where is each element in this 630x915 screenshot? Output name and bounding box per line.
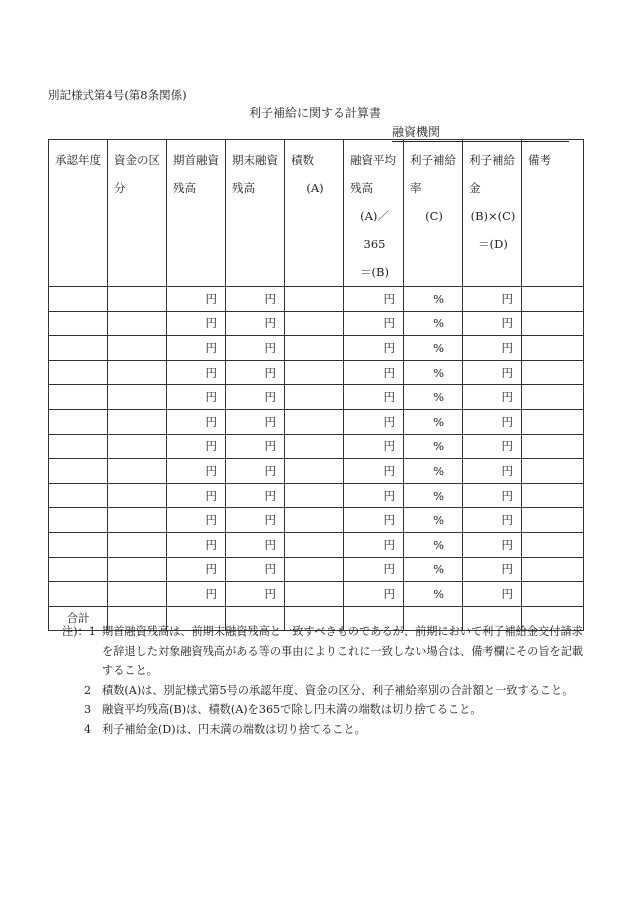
cell-fund-category[interactable] (108, 287, 167, 312)
cell-cumulative-sum[interactable] (285, 508, 344, 533)
cell-closing-balance[interactable]: 円 (226, 508, 285, 533)
header-text: 残高 (350, 181, 373, 195)
cell-fund-category[interactable] (108, 311, 167, 336)
note-text: 利子補給金(D)は、円未満の端数は切り捨てること。 (102, 722, 366, 736)
cell-fund-category[interactable] (108, 459, 167, 484)
cell-approval-year[interactable] (49, 508, 108, 533)
cell-subsidy-rate[interactable]: % (404, 508, 463, 533)
cell-average-balance[interactable]: 円 (344, 336, 404, 361)
cell-opening-balance[interactable]: 円 (167, 336, 226, 361)
cell-average-balance[interactable]: 円 (344, 459, 404, 484)
header-remarks (522, 140, 584, 287)
table-row (49, 409, 584, 434)
cell-remarks[interactable] (522, 557, 584, 582)
header-text: 率 (410, 181, 422, 195)
cell-subsidy-amount[interactable]: 円 (463, 483, 522, 508)
header-text: 積数 (291, 153, 314, 167)
cell-average-balance[interactable]: 円 (344, 409, 404, 434)
cell-fund-category[interactable] (108, 336, 167, 361)
cell-remarks[interactable] (522, 336, 584, 361)
note-number: 3 (84, 703, 92, 716)
cell-approval-year[interactable] (49, 532, 108, 557)
header-cumulative-sum (285, 140, 344, 287)
total-label: 合計 (49, 606, 108, 630)
cell-cumulative-sum[interactable] (285, 360, 344, 385)
header-fund-category (108, 140, 167, 287)
cell-subsidy-rate[interactable]: % (404, 582, 463, 607)
cell-cumulative-sum[interactable] (285, 582, 344, 607)
cell-average-balance[interactable]: 円 (344, 434, 404, 459)
cell-average-balance[interactable]: 円 (344, 582, 404, 607)
cell-opening-balance[interactable]: 円 (167, 287, 226, 312)
cell-subsidy-rate[interactable]: % (404, 287, 463, 312)
cell-fund-category[interactable] (108, 508, 167, 533)
header-text: 期首融資 (173, 153, 219, 167)
header-subsidy-rate (404, 140, 463, 287)
cell-subsidy-rate[interactable]: % (404, 532, 463, 557)
cell-remarks[interactable] (522, 385, 584, 410)
cell-approval-year[interactable] (49, 385, 108, 410)
note-item (62, 681, 587, 701)
cell-closing-balance[interactable]: 円 (226, 385, 285, 410)
header-approval-year (49, 140, 108, 287)
cell-subsidy-amount[interactable]: 円 (463, 557, 522, 582)
cell-subsidy-rate[interactable]: % (404, 483, 463, 508)
cell-average-balance[interactable]: 円 (344, 483, 404, 508)
cell-cumulative-sum[interactable] (285, 336, 344, 361)
header-opening-balance (167, 140, 226, 287)
table-row (49, 434, 584, 459)
note-number: 4 (84, 722, 92, 736)
cell-remarks[interactable] (522, 582, 584, 607)
cell-closing-balance[interactable]: 円 (226, 287, 285, 312)
table-row (49, 557, 584, 582)
form-number-label: 別記様式第4号(第8条関係) (48, 88, 187, 102)
cell-fund-category[interactable] (108, 557, 167, 582)
table-row (49, 582, 584, 607)
cell-subsidy-amount[interactable]: 円 (463, 287, 522, 312)
cell-remarks[interactable] (522, 459, 584, 484)
cell-closing-balance[interactable]: 円 (226, 582, 285, 607)
interest-subsidy-calculation-table (48, 139, 584, 631)
cell-approval-year[interactable] (49, 336, 108, 361)
document-title: 利子補給に関する計算書 (248, 106, 381, 120)
cell-subsidy-rate[interactable]: % (404, 311, 463, 336)
cell-opening-balance[interactable]: 円 (167, 508, 226, 533)
cell-opening-balance[interactable]: 円 (167, 360, 226, 385)
header-text: (B)×(C) (470, 209, 516, 223)
cell-average-balance[interactable]: 円 (344, 532, 404, 557)
cell-opening-balance[interactable]: 円 (167, 557, 226, 582)
cell-subsidy-amount[interactable]: 円 (463, 582, 522, 607)
cell-approval-year[interactable] (49, 582, 108, 607)
cell-subsidy-amount[interactable]: 円 (463, 385, 522, 410)
cell-cumulative-sum[interactable] (285, 434, 344, 459)
header-text: 備考 (528, 153, 551, 167)
cell-approval-year[interactable] (49, 459, 108, 484)
cell-subsidy-amount[interactable]: 円 (463, 508, 522, 533)
header-text: 残高 (173, 181, 196, 195)
cell-approval-year[interactable] (49, 311, 108, 336)
cell-fund-category[interactable] (108, 582, 167, 607)
table-row (49, 483, 584, 508)
cell-subsidy-amount[interactable]: 円 (463, 459, 522, 484)
cell-subsidy-rate[interactable]: % (404, 409, 463, 434)
cell-opening-balance[interactable]: 円 (167, 385, 226, 410)
cell-remarks[interactable] (522, 409, 584, 434)
cell-opening-balance[interactable]: 円 (167, 311, 226, 336)
cell-approval-year[interactable] (49, 434, 108, 459)
cell-average-balance[interactable]: 円 (344, 385, 404, 410)
cell-approval-year[interactable] (49, 360, 108, 385)
table-row (49, 459, 584, 484)
table-row (49, 287, 584, 312)
header-text: 分 (114, 181, 126, 195)
header-text: 期末融資 (232, 153, 278, 167)
financial-institution-field: 融資機関 (392, 123, 569, 142)
header-row (49, 140, 584, 287)
cell-closing-balance[interactable]: 円 (226, 483, 285, 508)
cell-subsidy-amount[interactable]: 円 (463, 336, 522, 361)
cell-subsidy-rate[interactable]: % (404, 459, 463, 484)
header-text: (A)／365 (360, 209, 389, 251)
cell-subsidy-rate[interactable]: % (404, 336, 463, 361)
header-text: (C) (425, 209, 443, 223)
header-text: ＝(D) (478, 237, 508, 251)
cell-closing-balance[interactable]: 円 (226, 311, 285, 336)
cell-cumulative-sum[interactable] (285, 483, 344, 508)
cell-subsidy-amount[interactable]: 円 (463, 409, 522, 434)
cell-cumulative-sum[interactable] (285, 557, 344, 582)
cell-closing-balance[interactable]: 円 (226, 532, 285, 557)
cell-closing-balance[interactable]: 円 (226, 434, 285, 459)
cell-remarks[interactable] (522, 508, 584, 533)
table-row (49, 336, 584, 361)
notes-section (62, 622, 587, 739)
cell-fund-category[interactable] (108, 483, 167, 508)
cell-opening-balance[interactable]: 円 (167, 459, 226, 484)
note-item (62, 700, 587, 720)
header-text: 融資平均 (350, 153, 396, 167)
cell-cumulative-sum[interactable] (285, 409, 344, 434)
header-text: (A) (306, 181, 324, 195)
cell-closing-balance[interactable]: 円 (226, 409, 285, 434)
header-text: 資金の区 (114, 153, 160, 167)
cell-subsidy-rate[interactable]: % (404, 557, 463, 582)
cell-average-balance[interactable]: 円 (344, 311, 404, 336)
note-item (62, 720, 587, 740)
cell-remarks[interactable] (522, 287, 584, 312)
note-text: 融資平均残高(B)は、積数(A)を365で除し円未満の端数は切り捨てること。 (102, 703, 482, 716)
cell-approval-year[interactable] (49, 287, 108, 312)
table-row (49, 360, 584, 385)
table-row (49, 311, 584, 336)
cell-fund-category[interactable] (108, 434, 167, 459)
cell-subsidy-amount[interactable]: 円 (463, 434, 522, 459)
cell-cumulative-sum[interactable] (285, 311, 344, 336)
note-number: 2 (84, 683, 92, 697)
cell-average-balance[interactable]: 円 (344, 557, 404, 582)
note-text: 期首融資残高は、前期末融資残高と一致すべきものであるが、前期において利子補給金交付請求を辞退した対象融資残高がある等の事由によりこれに一致しない場合は、備考欄にその旨を記載すること。 (102, 625, 584, 677)
cell-approval-year[interactable] (49, 409, 108, 434)
cell-subsidy-amount[interactable]: 円 (463, 532, 522, 557)
cell-cumulative-sum[interactable] (285, 287, 344, 312)
cell-average-balance[interactable]: 円 (344, 287, 404, 312)
cell-average-balance[interactable]: 円 (344, 508, 404, 533)
cell-opening-balance[interactable]: 円 (167, 582, 226, 607)
cell-fund-category[interactable] (108, 360, 167, 385)
table-row (49, 532, 584, 557)
header-subsidy-amount (463, 140, 522, 287)
header-text: 承認年度 (55, 153, 101, 167)
cell-opening-balance[interactable]: 円 (167, 532, 226, 557)
cell-fund-category[interactable] (108, 409, 167, 434)
cell-cumulative-sum[interactable] (285, 532, 344, 557)
header-closing-balance (226, 140, 285, 287)
cell-approval-year[interactable] (49, 483, 108, 508)
cell-fund-category[interactable] (108, 532, 167, 557)
cell-remarks[interactable] (522, 483, 584, 508)
cell-remarks[interactable] (522, 360, 584, 385)
cell-subsidy-amount[interactable]: 円 (463, 311, 522, 336)
header-text: 残高 (232, 181, 255, 195)
cell-closing-balance[interactable]: 円 (226, 459, 285, 484)
cell-remarks[interactable] (522, 532, 584, 557)
header-text: 利子補給 (469, 153, 515, 167)
cell-subsidy-rate[interactable]: % (404, 360, 463, 385)
header-text: ＝(B) (360, 265, 389, 279)
cell-closing-balance[interactable]: 円 (226, 557, 285, 582)
table-row (49, 385, 584, 410)
cell-opening-balance[interactable]: 円 (167, 434, 226, 459)
cell-opening-balance[interactable]: 円 (167, 409, 226, 434)
cell-subsidy-rate[interactable]: % (404, 434, 463, 459)
header-text: 金 (469, 181, 481, 195)
note-number: 注)：1 (62, 625, 96, 638)
cell-remarks[interactable] (522, 434, 584, 459)
cell-subsidy-rate[interactable]: % (404, 385, 463, 410)
cell-average-balance[interactable]: 円 (344, 360, 404, 385)
cell-remarks[interactable] (522, 311, 584, 336)
cell-opening-balance[interactable]: 円 (167, 483, 226, 508)
note-item (62, 622, 587, 681)
table-row (49, 508, 584, 533)
note-text: 積数(A)は、別記様式第5号の承認年度、資金の区分、利子補給率別の合計額と一致すること。 (102, 683, 574, 697)
header-average-balance (344, 140, 404, 287)
cell-cumulative-sum[interactable] (285, 385, 344, 410)
header-text: 利子補給 (410, 153, 456, 167)
cell-cumulative-sum[interactable] (285, 459, 344, 484)
cell-fund-category[interactable] (108, 385, 167, 410)
cell-subsidy-amount[interactable]: 円 (463, 360, 522, 385)
cell-closing-balance[interactable]: 円 (226, 360, 285, 385)
cell-approval-year[interactable] (49, 557, 108, 582)
cell-closing-balance[interactable]: 円 (226, 336, 285, 361)
